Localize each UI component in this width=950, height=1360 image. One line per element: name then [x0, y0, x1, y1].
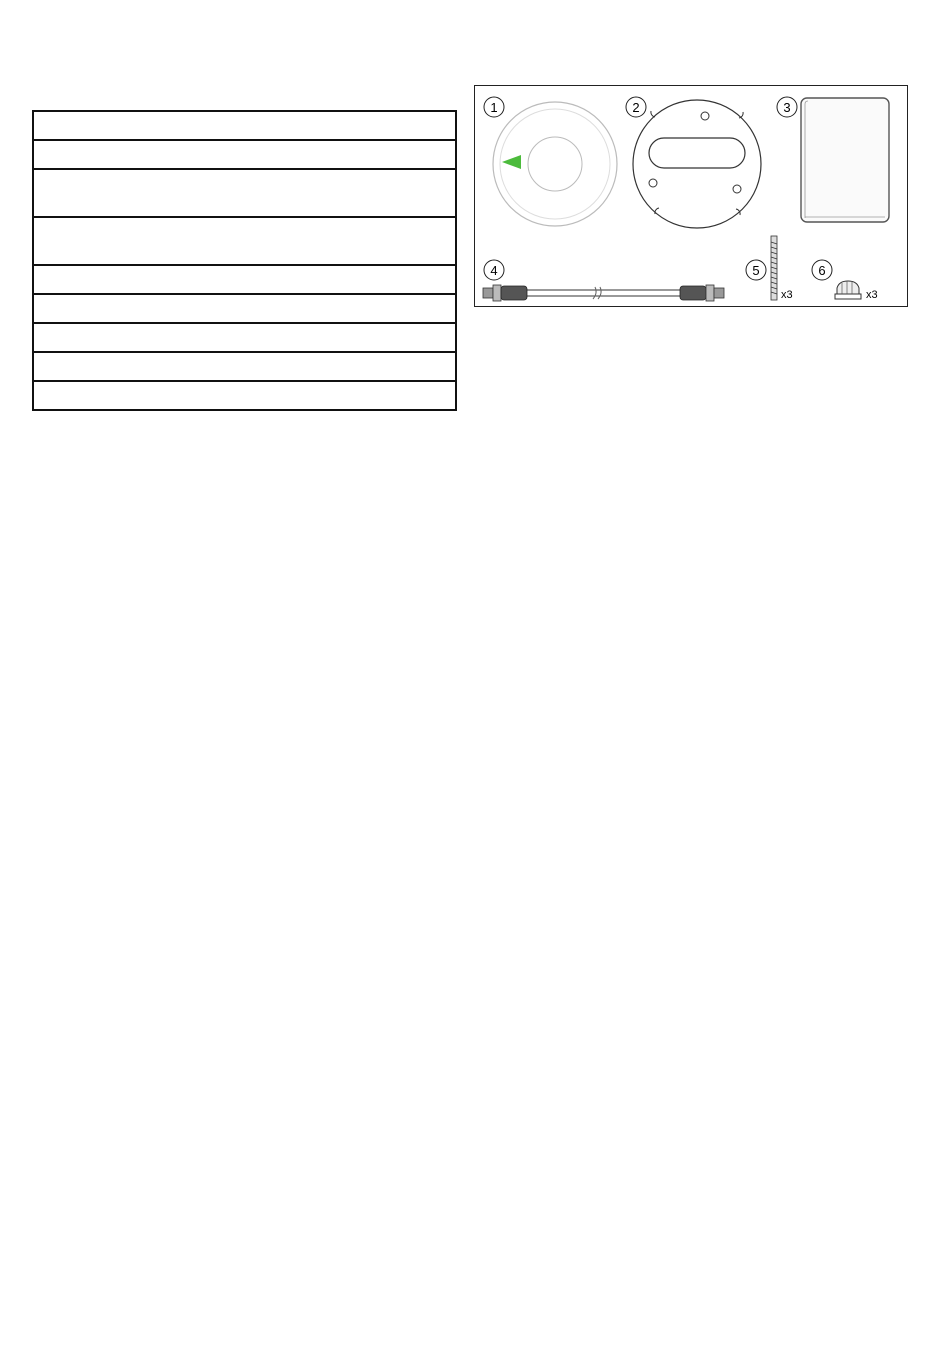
quantity-6-label: x3: [866, 289, 878, 301]
callout-5-label: 5: [752, 263, 760, 278]
thumb-nut-icon: [835, 281, 861, 299]
display-unit-icon: [493, 102, 617, 226]
screw-icon: [771, 236, 777, 300]
callout-3-label: 3: [783, 100, 791, 115]
table-row: [33, 140, 456, 169]
table-cell: [33, 381, 456, 410]
table-row: [33, 352, 456, 381]
table-cell: [33, 352, 456, 381]
callout-2-label: 2: [632, 100, 640, 115]
table-row: [33, 169, 456, 217]
callout-3: [777, 97, 797, 117]
quantity-5-label: x3: [781, 289, 793, 301]
callout-6: [812, 260, 832, 280]
table-cell: [33, 140, 456, 169]
table-cell: [33, 265, 456, 294]
parts-figure: [474, 85, 908, 307]
table-row: [33, 323, 456, 352]
table-cell: [33, 169, 456, 217]
table-cell: [33, 217, 456, 265]
table-cell: [33, 111, 456, 140]
callout-4: [484, 260, 504, 280]
parts-list-table: [32, 110, 457, 411]
callout-6-label: 6: [818, 263, 826, 278]
table-cell: [33, 294, 456, 323]
table-row: [33, 265, 456, 294]
gasket-icon: [633, 100, 761, 228]
document-icon: [801, 98, 889, 222]
parts-illustration: [475, 86, 907, 306]
cable-icon: [483, 285, 724, 301]
callout-5: [746, 260, 766, 280]
callout-2: [626, 97, 646, 117]
table-row: [33, 217, 456, 265]
table-row: [33, 111, 456, 140]
table-cell: [33, 323, 456, 352]
table-row: [33, 381, 456, 410]
table-row: [33, 294, 456, 323]
callout-1: [484, 97, 504, 117]
callout-4-label: 4: [490, 263, 498, 278]
callout-1-label: 1: [490, 100, 498, 115]
status-indicator-icon: [502, 155, 521, 169]
